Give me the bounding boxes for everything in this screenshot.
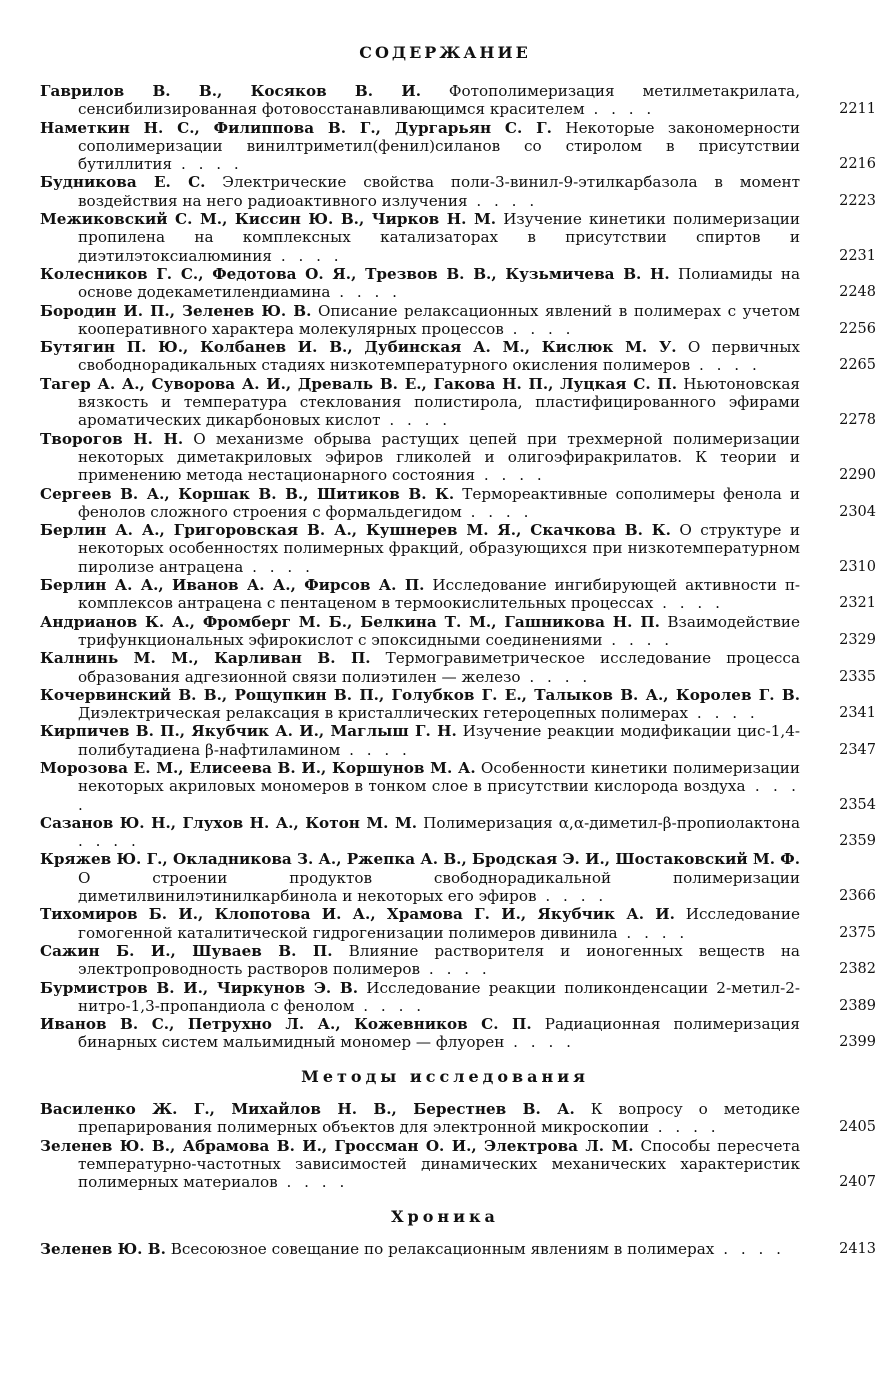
toc-entry [40, 485, 880, 522]
toc-entry [40, 1137, 880, 1192]
entry-authors: Кряжев Ю. Г., Окладникова З. А., Ржепка А. В., Бродская Э. И., Шостаковский М. Ф. [40, 850, 800, 869]
dot-leader: . . . . [617, 923, 689, 942]
entry-title: Некоторые закономерности сополимеризации винилтриметил(фенил)силанов со стиролом в присутствии бутиллития [78, 118, 800, 174]
entry-authors: Кочервинский В. В., Рощупкин В. П., Голубков Г. Е., Талыков В. А., Королев Г. В. [40, 685, 800, 704]
entry-title: Фотополимеризация метилметакрилата, сенсибилизированная фотовосстанавливающимся красителем [78, 82, 801, 119]
entry-authors: Бородин И. П., Зеленев Ю. В. [40, 301, 312, 320]
dot-leader: . . . . [340, 740, 411, 759]
dot-leader: . . . . [272, 246, 343, 265]
entry-text [40, 942, 800, 979]
entry-authors: Тихомиров Б. И., Клопотова И. А., Храмова Г. И., Якубчик А. И. [40, 905, 675, 924]
entry-authors: Зеленев Ю. В., Абрамова В. И., Гроссман О. И., Электрова Л. М. [40, 1136, 634, 1155]
entry-page-number: 2413 [839, 1240, 876, 1257]
entry-authors: Андрианов К. А., Фромберг М. Б., Белкина Т. М., Гашникова Н. П. [40, 612, 660, 631]
entry-text [40, 485, 800, 522]
entry-page-number: 2223 [839, 192, 876, 209]
toc-entry [40, 686, 880, 723]
toc-entry [40, 1100, 880, 1137]
entry-text [40, 375, 800, 430]
toc-entry [40, 1240, 880, 1258]
toc-entry [40, 265, 880, 302]
entry-page-number: 2329 [839, 631, 876, 648]
contents-title: СОДЕРЖАНИЕ [359, 43, 531, 62]
entry-title: Взаимодействие трифункциональных эфирокислот с эпоксидными соединениями [78, 612, 800, 649]
entry-title: Изучение кинетики полимеризации пропилена на комплексных катализаторах в присутствии спиртов и диэтилэтоксиалюминия [78, 210, 801, 265]
dot-leader: . . . . [584, 100, 656, 119]
entry-title: Описание релаксационных явлений в полимерах с учетом кооперативного характера молекулярных процессов [78, 301, 800, 338]
entry-title: Способы пересчета температурно-частотных зависимостей динамических механических характеристик полимерных материалов [78, 1136, 800, 1192]
dot-leader: . . . . [354, 996, 426, 1015]
entry-text [40, 759, 800, 814]
entry-title: К вопросу о методике препарирования полимерных объектов для электронной микроскопии [78, 1100, 800, 1137]
entry-title: О первичных свободнорадикальных стадиях низкотемпературного окисления полимеров [78, 338, 800, 375]
toc-entry [40, 942, 880, 979]
entry-title: Исследование ингибирующей активности π-комплексов антрацена с пентаценом в термоокислительных процессах [78, 576, 801, 613]
entry-page-number: 2248 [839, 284, 876, 301]
entry-text [40, 210, 800, 265]
entry-page-number: 2310 [839, 558, 876, 575]
entry-title: Исследование реакции поликонденсации 2-метил-2-нитро-1,3-пропандиола с фенолом [78, 978, 800, 1015]
entry-title: Электрические свойства поли-3-винил-9-этилкарбазола в момент воздействия на него радиоактивного излучения [78, 173, 801, 210]
entry-authors: Иванов В. С., Петрухно Л. А., Кожевников С. П. [40, 1015, 532, 1034]
entry-page-number: 2382 [839, 961, 876, 978]
entry-page-number: 2375 [839, 924, 876, 941]
entry-text [40, 1137, 800, 1192]
entry-title: Всесоюзное совещание по релаксационным явлениям в полимерах [170, 1239, 715, 1258]
entry-text [40, 905, 800, 942]
toc-entry [40, 430, 880, 485]
entry-authors: Сазанов Ю. Н., Глухов Н. А., Котон М. М. [40, 813, 418, 832]
entry-authors: Гаврилов В. В., Косяков В. И. [40, 82, 421, 100]
entry-authors: Наметкин Н. С., Филиппова В. Г., Дургарьян С. Г. [40, 118, 552, 137]
dot-leader: . . . . [467, 191, 539, 210]
entry-text [40, 119, 800, 174]
entry-page-number: 2359 [839, 833, 876, 850]
toc-entry [40, 375, 880, 430]
entry-page-number: 2389 [839, 997, 876, 1014]
entry-authors: Творогов Н. Н. [40, 429, 184, 448]
toc-entry [40, 613, 880, 650]
entry-authors: Берлин А. А., Иванов А. А., Фирсов А. П. [40, 576, 425, 595]
entry-page-number: 2256 [839, 320, 876, 337]
dot-leader: . . . . [172, 155, 243, 174]
dot-leader: . . . . [277, 1173, 349, 1192]
dot-leader: . . . . [648, 1118, 720, 1137]
entry-page-number: 2347 [839, 741, 876, 758]
methods-list [0, 1100, 890, 1191]
dot-leader: . . . . [504, 1033, 575, 1052]
entry-authors: Зеленев Ю. В. [40, 1239, 166, 1258]
entry-page-number: 2354 [839, 796, 876, 813]
toc-entry [40, 338, 880, 375]
toc-entry [40, 302, 880, 339]
toc-entry [40, 649, 880, 686]
entry-title: О структуре и некоторых особенностях полимерных фракций, образующихся при низкотемпературном пиролизе антрацена [78, 521, 801, 576]
entry-title: О строении продуктов свободнорадикальной полимеризации диметилвинилэтинилкарбинола и некоторых его эфиров [78, 868, 800, 906]
entry-text [40, 613, 800, 650]
entry-text [40, 1240, 800, 1258]
entry-page-number: 2265 [839, 357, 876, 374]
entry-page-number: 2405 [839, 1119, 876, 1136]
entry-title: Полимеризация α,α-диметил-β-пропиолактона [423, 813, 801, 832]
entry-page-number: 2399 [839, 1034, 876, 1051]
entry-page-number: 2341 [839, 705, 876, 722]
entry-title: Ньютоновская вязкость и температура стеклования полистирола, пластифицированного эфирами ароматических дикарбоновых кислот [78, 374, 801, 430]
entry-title: О механизме обрыва растущих цепей при трехмерной полимеризации некоторых диметакриловых эфиров гликолей и олигоэфиракрилатов. К теории и применению метода нестационарного состояния [78, 429, 801, 485]
contents-list [0, 82, 890, 1052]
dot-leader: . . . . [330, 283, 402, 302]
toc-entry [40, 82, 880, 119]
toc-entry [40, 1015, 880, 1052]
entry-text [40, 1015, 800, 1052]
entry-page-number: 2211 [839, 101, 876, 118]
entry-page-number: 2290 [839, 467, 876, 484]
dot-leader: . . . . [475, 466, 546, 485]
toc-entry [40, 173, 880, 210]
entry-title: Изучение реакции модификации цис-1,4-полибутадиена β-нафтиламином [78, 722, 800, 759]
entry-authors: Будникова Е. С. [40, 173, 206, 192]
toc-entry [40, 979, 880, 1016]
entry-text [40, 814, 800, 851]
entry-authors: Бутягин П. Ю., Колбанев И. В., Дубинская А. М., Кислюк М. У. [40, 338, 677, 357]
entry-title: Исследование гомогенной каталитической гидрогенизации полимеров дивинила [78, 905, 800, 942]
entry-title: Диэлектрическая релаксация в кристаллических гетероцепных полимерах [78, 704, 689, 723]
dot-leader: . . . . [461, 502, 533, 521]
dot-leader: . . . . [520, 667, 592, 686]
entry-page-number: 2231 [839, 247, 876, 264]
entry-authors: Сажин Б. И., Шуваев В. П. [40, 941, 333, 960]
entry-title: Термореактивные сополимеры фенола и фенолов сложного строения с формальдегидом [78, 484, 801, 521]
entry-text [40, 979, 800, 1016]
entry-text [40, 649, 800, 686]
entry-authors: Межиковский С. М., Киссин Ю. В., Чирков Н. М. [40, 210, 497, 229]
entry-page-number: 2335 [839, 668, 876, 685]
entry-authors: Калнинь М. М., Карливан В. П. [40, 649, 371, 668]
entry-page-number: 2278 [839, 412, 876, 429]
toc-entry [40, 521, 880, 576]
entry-text [40, 521, 800, 576]
entry-text [40, 338, 800, 375]
entry-authors: Кирпичев В. П., Якубчик А. И., Маглыш Г. Н. [40, 722, 457, 741]
entry-title: Термогравиметрическое исследование процесса образования адгезионной связи полиэтилен — железо [78, 649, 800, 686]
entry-authors: Колесников Г. С., Федотова О. Я., Трезвов В. В., Кузьмичева В. Н. [40, 264, 670, 283]
entry-text [40, 173, 800, 210]
entry-text [40, 82, 800, 119]
entry-title: Особенности кинетики полимеризации некоторых акриловых мономеров в тонком слое в присутствии кислорода воздуха [78, 758, 800, 796]
dot-leader: . . . . [503, 319, 575, 338]
entry-text [40, 850, 800, 905]
dot-leader: . . . . [688, 704, 759, 723]
entry-page-number: 2321 [839, 595, 876, 612]
dot-leader: . . . . [243, 557, 314, 576]
toc-entry [40, 759, 880, 814]
toc-entry [40, 814, 880, 851]
entry-page-number: 2304 [839, 503, 876, 520]
dot-leader: . . . . [536, 887, 608, 906]
dot-leader: . . . . [380, 411, 452, 430]
toc-entry [40, 119, 880, 174]
entry-title: Влияние растворителя и ионогенных веществ на электропроводность растворов полимеров [78, 941, 800, 979]
entry-text [40, 430, 800, 485]
toc-entry [40, 722, 880, 759]
entry-title: Радиационная полимеризация бинарных систем мальимидный мономер — флуорен [78, 1015, 800, 1052]
entry-title: Полиамиды на основе додекаметилендиамина [78, 264, 800, 302]
dot-leader: . . . . [714, 1239, 785, 1258]
dot-leader: . . . . [653, 594, 724, 613]
entry-authors: Бурмистров В. И., Чиркунов Э. В. [40, 978, 359, 997]
chronicle-list [0, 1240, 890, 1258]
entry-authors: Василенко Ж. Г., Михайлов Н. В., Берестнев В. А. [40, 1100, 575, 1119]
dot-leader: . . . . [602, 630, 674, 649]
toc-entry [40, 210, 880, 265]
entry-page-number: 2366 [839, 888, 876, 905]
entry-text [40, 576, 800, 613]
entry-text [40, 686, 800, 723]
entry-text [40, 302, 800, 339]
entry-text [40, 265, 800, 302]
entry-authors: Морозова Е. М., Елисеева В. И., Коршунов М. А. [40, 758, 476, 777]
entry-page-number: 2216 [839, 156, 876, 173]
methods-heading: Методы исследования [301, 1066, 589, 1086]
entry-text [40, 722, 800, 759]
dot-leader: . . . . [690, 356, 761, 375]
toc-entry [40, 850, 880, 905]
dot-leader: . . . . [420, 960, 491, 979]
entry-page-number: 2407 [839, 1174, 876, 1191]
entry-authors: Берлин А. А., Григоровская В. А., Кушнерев М. Я., Скачкова В. К. [40, 521, 671, 540]
entry-authors: Сергеев В. А., Коршак В. В., Шитиков В. К. [40, 484, 455, 503]
chronicle-heading: Хроника [391, 1206, 499, 1226]
dot-leader: . . . . [78, 832, 140, 851]
toc-entry [40, 576, 880, 613]
entry-text [40, 1100, 800, 1137]
toc-entry [40, 905, 880, 942]
dot-leader: . . . . [78, 777, 800, 814]
entry-authors: Тагер А. А., Суворова А. И., Древаль В. Е., Гакова Н. П., Луцкая С. П. [40, 374, 677, 393]
